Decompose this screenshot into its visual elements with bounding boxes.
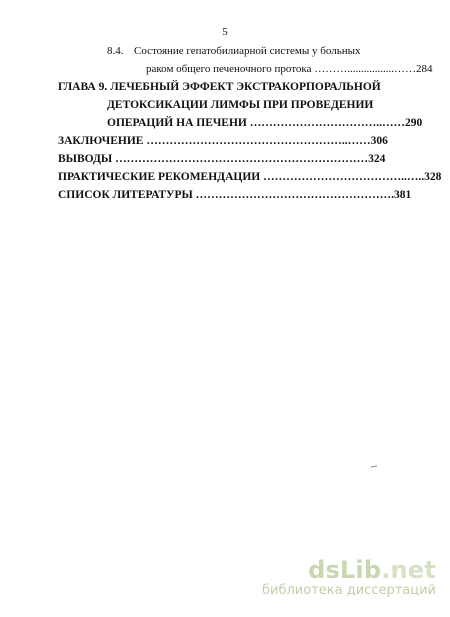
toc-entry-8-4-number: 8.4. [107, 45, 124, 57]
watermark-logo-part1: dsLib [308, 556, 382, 584]
toc-chapter-9-line1: ГЛАВА 9. ЛЕЧЕБНЫЙ ЭФФЕКТ ЭКСТРАКОРПОРАЛЬНОЙ [58, 81, 381, 93]
toc-entry-8-4-page: 284 [416, 63, 433, 75]
toc-findings-leader: ………………………………………………………… [115, 153, 369, 165]
toc-entry-8-4-title-line2 [146, 62, 433, 76]
scan-speck [371, 465, 377, 467]
toc-findings-text: ВЫВОДЫ [58, 153, 113, 165]
toc-entry-8-4-title-text: раком общего печеночного протока [146, 63, 312, 75]
toc-conclusion [58, 134, 388, 148]
toc-findings-page: 324 [368, 153, 386, 165]
toc-conclusion-text: ЗАКЛЮЧЕНИЕ [58, 135, 144, 147]
toc-entry-8-4-title-line1: Состояние гепатобилиарной системы у больных [134, 45, 361, 57]
toc-conclusion-page: 306 [370, 135, 388, 147]
toc-conclusion-leader: ……………………………………………..…… [146, 135, 371, 147]
watermark-subtitle: библиотека диссертаций [262, 583, 436, 598]
toc-references-text: СПИСОК ЛИТЕРАТУРЫ [58, 189, 193, 201]
toc-recommendations [58, 170, 441, 184]
toc-references [58, 188, 411, 202]
toc-recommendations-page: 328 [424, 171, 442, 183]
toc-references-page: 381 [394, 189, 412, 201]
watermark-logo [262, 557, 436, 583]
toc-chapter-9-page: 290 [405, 117, 423, 129]
toc-chapter-9-line3-text: ОПЕРАЦИЙ НА ПЕЧЕНИ [107, 117, 247, 129]
toc-chapter-9-leader: ……………………………..…… [249, 117, 405, 129]
watermark-logo-part2: .net [381, 556, 436, 584]
toc-chapter-9-line2: ДЕТОКСИКАЦИИ ЛИМФЫ ПРИ ПРОВЕДЕНИИ [107, 99, 374, 111]
toc-entry-8-4-leader: ……….................…… [314, 63, 416, 75]
toc-recommendations-leader: ………………………………..….. [263, 171, 425, 183]
toc-chapter-9-line3 [107, 116, 422, 130]
toc-recommendations-text: ПРАКТИЧЕСКИЕ РЕКОМЕНДАЦИИ [58, 171, 261, 183]
toc-references-leader: ……………………………………………. [195, 189, 395, 201]
watermark [262, 557, 436, 599]
page-number: 5 [222, 26, 228, 38]
toc-findings [58, 152, 385, 166]
